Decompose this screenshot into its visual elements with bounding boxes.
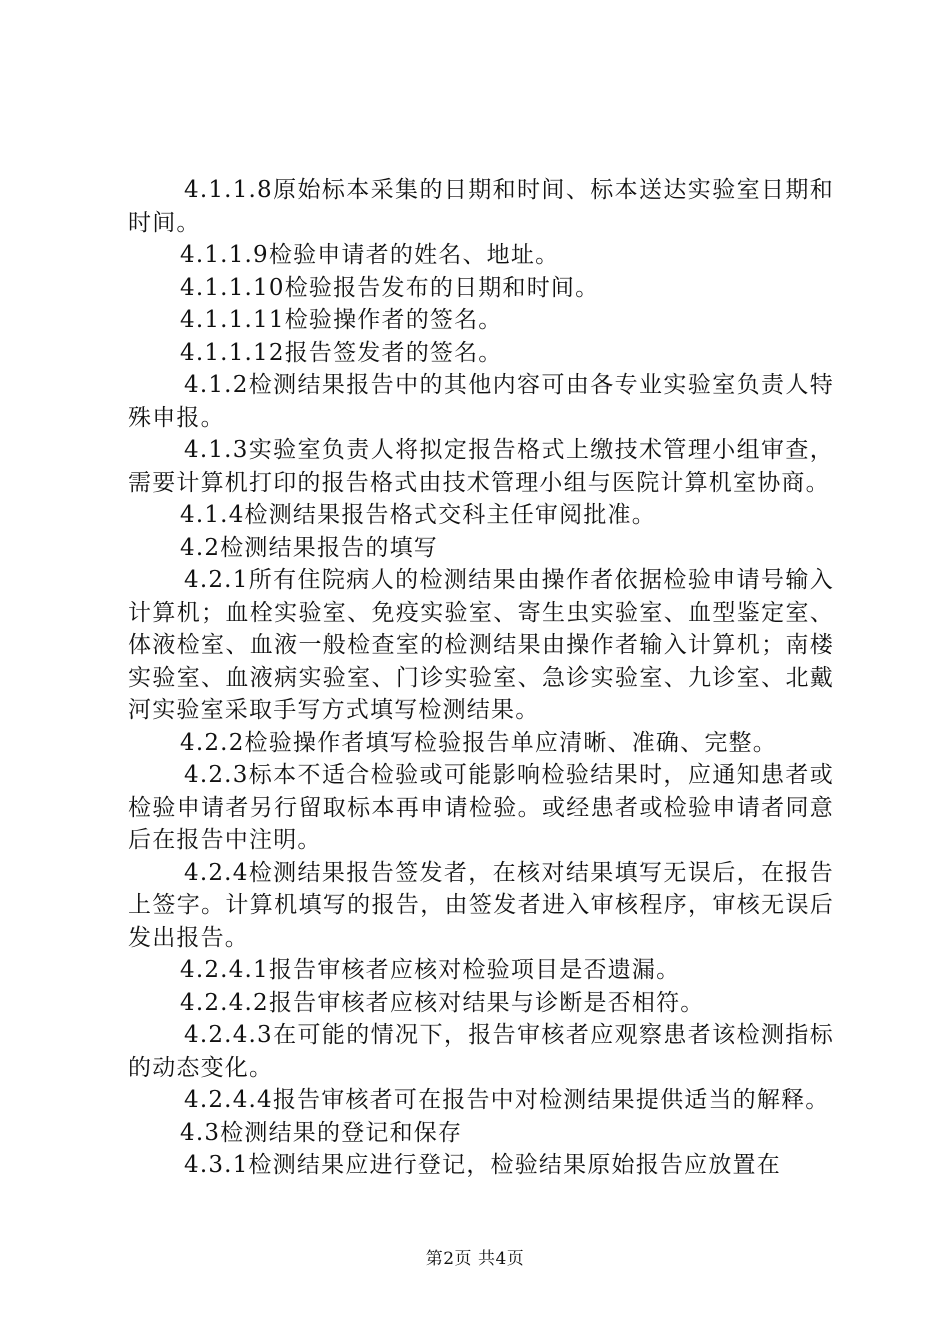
paragraph-4-2-2: 4.2.2检验操作者填写检验报告单应清晰、准确、完整。 [180,729,777,756]
paragraph-4-2-3: 4.2.3标本不适合检验或可能影响检验结果时，应通知患者或检验申请者另行留取标本再申请检验。或经患者或检验申请者同意后在报告中注明。 [128,762,834,853]
page-number-footer: 第2页 共4页 [425,1249,525,1269]
paragraph-4-2-4-3: 4.2.4.3在可能的情况下，报告审核者应观察患者该检测指标的动态变化。 [128,1022,834,1081]
paragraph-4-2-4-2: 4.2.4.2报告审核者应核对结果与诊断是否相符。 [180,989,705,1016]
paragraph-4-1-1-10: 4.1.1.10检验报告发布的日期和时间。 [180,274,600,301]
section-heading-4-3: 4.3检测结果的登记和保存 [180,1119,463,1146]
paragraph-4-1-4: 4.1.4检测结果报告格式交科主任审阅批准。 [180,502,656,528]
paragraph-4-2-4-1: 4.2.4.1报告审核者应核对检验项目是否遗漏。 [180,957,681,983]
paragraph-4-2-4-4: 4.2.4.4报告审核者可在报告中对检测结果提供适当的解释。 [184,1087,830,1113]
paragraph-4-1-3: 4.1.3实验室负责人将拟定报告格式上缴技术管理小组审查，需要计算机打印的报告格式由技术管理小组与医院计算机室协商。 [128,437,834,496]
paragraph-4-1-1-8: 4.1.1.8原始标本采集的日期和时间、标本送达实验室日期和时间。 [128,177,834,236]
document-body [128,174,834,1182]
paragraph-4-2-1: 4.2.1所有住院病人的检测结果由操作者依据检验申请号输入计算机；血栓实验室、免疫实验室、寄生虫实验室、血型鉴定室、体液检室、血液一般检查室的检测结果由操作者输入计算机；南楼实验室、血液病实验室、门诊实验室、急诊实验室、九诊室、北戴河实验室采取手写方式填写检测结果。 [128,567,834,723]
paragraph-4-2-4: 4.2.4检测结果报告签发者，在核对结果填写无误后，在报告上签字。计算机填写的报告，由签发者进入审核程序，审核无误后发出报告。 [128,859,834,951]
paragraph-4-1-2: 4.1.2检测结果报告中的其他内容可由各专业实验室负责人特殊申报。 [128,372,834,431]
paragraph-4-3-1: 4.3.1检测结果应进行登记，检验结果原始报告应放置在 [184,1152,781,1178]
section-heading-4-2: 4.2检测结果报告的填写 [180,534,438,561]
paragraph-4-1-1-9: 4.1.1.9检验申请者的姓名、地址。 [180,242,560,268]
paragraph-4-1-1-11: 4.1.1.11检验操作者的签名。 [180,307,503,333]
paragraph-4-1-1-12: 4.1.1.12报告签发者的签名。 [180,339,503,366]
